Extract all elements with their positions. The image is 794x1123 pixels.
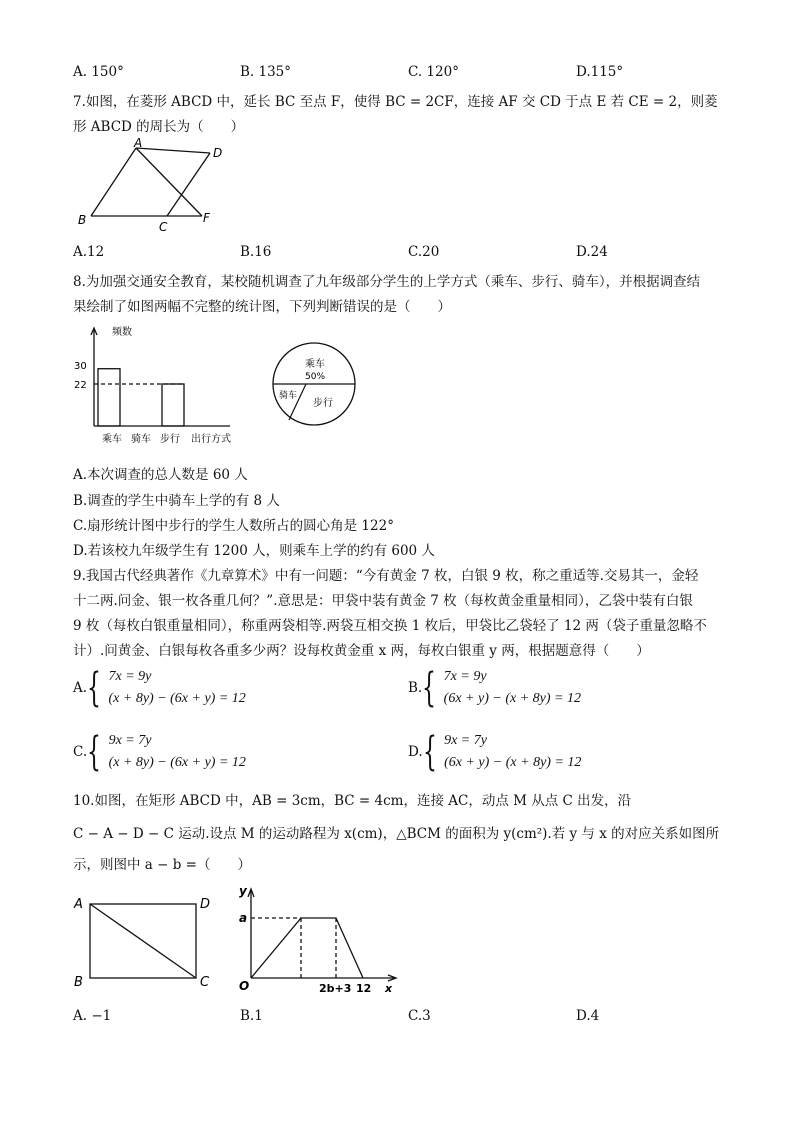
q9-option-a-eq2: (x + 8y) − (6x + y) = 12 [108,691,246,706]
q9-option-d-eq1: 9x = 7y [444,733,487,748]
q9-option-d [408,730,581,774]
q9-option-a-eq1: 7x = 9y [108,669,152,684]
graph-label-x: x [385,982,393,995]
bar-xlabel: 出行方式 [191,434,231,445]
bar-ytick-22: 22 [74,380,87,391]
q8-text-line2: 果绘制了如图两幅不完整的统计图，下列判断错误的是（ ） [73,299,451,315]
graph-tick-12: 12 [356,982,372,995]
q9-option-a-label: A. [73,680,88,696]
graph-label-a: a [239,911,248,925]
rect-label-a: A [74,897,83,912]
q7-option-d: D.24 [576,244,608,260]
pie-label-bike: 骑车 [279,391,298,401]
q7-label-b: B [78,213,87,227]
q6-option-a: A. 150° [73,64,124,80]
q8-option-b: B.调查的学生中骑车上学的有 8 人 [73,493,280,509]
q9-option-c-eq1: 9x = 7y [108,733,152,748]
q9-option-b-eq1: 7x = 9y [443,669,487,684]
q9-text-line4: 计）.问黄金、白银每枚各重多少两？设每枚黄金重 x 两，每枚白银重 y 两，根据题意得（ ） [73,643,650,659]
q8-bar-chart [70,322,245,452]
q8-option-c: C.扇形统计图中步行的学生人数所占的圆心角是 122° [73,518,394,534]
bar-ylabel: 频数 [112,327,132,338]
q10-text-line1: 10.如图，在矩形 ABCD 中，AB = 3cm，BC = 4cm，连接 AC，动点 M 从点 C 出发，沿 [73,793,632,809]
q9-option-d-eq2: (6x + y) − (x + 8y) = 12 [444,755,582,770]
q7-label-d: D [213,146,223,160]
q9-option-a [73,666,246,710]
q10-text-line3: 示，则图中 a − b =（ ） [73,857,251,873]
q8-pie-chart [265,334,365,434]
q7-option-b: B.16 [240,244,272,260]
q9-option-c-label: C. [73,744,88,760]
q9-option-c [73,730,246,774]
q9-option-b-eq2: (6x + y) − (x + 8y) = 12 [443,691,581,706]
q9-text-line3: 9 枚（每枚白银重量相同），称重两袋相等.两袋互相交换 1 枚后，甲袋比乙袋轻了 12 两（袋子重量忽略不 [73,618,707,634]
rect-label-b: B [74,975,83,990]
q8-text-line1: 8.为加强交通安全教育，某校随机调查了九年级部分学生的上学方式（乘车、步行、骑车），并根据调查结 [73,274,701,290]
q10-text-line2: C − A − D − C 运动.设点 M 的运动路程为 x(cm)，△BCM 的面积为 y(cm²).若 y 与 x 的对应关系如图所 [73,826,720,842]
q10-option-b: B.1 [240,1008,263,1024]
graph-polyline [251,918,363,978]
rect-label-d: D [200,897,211,912]
q9-option-b [408,666,581,710]
q7-label-c: C [159,220,168,234]
graph-label-y: y [239,884,247,898]
q8-option-d: D.若该校九年级学生有 1200 人，则乘车上学的约有 600 人 [73,543,435,559]
rect-label-c: C [200,975,210,990]
graph-label-origin: O [239,979,250,993]
q7-option-a: A.12 [73,244,105,260]
q7-label-f: F [203,211,210,225]
bar-xtick-1: 骑车 [131,434,151,445]
q10-option-d: D.4 [576,1008,600,1024]
bar-xtick-0: 乘车 [102,434,122,445]
q8-option-a: A.本次调查的总人数是 60 人 [73,467,248,483]
q6-option-c: C. 120° [408,64,459,80]
q10-function-graph [235,880,405,998]
q7-text-line1: 7.如图，在菱形 ABCD 中，延长 BC 至点 F，使得 BC = 2CF，连接 AF 交 CD 于点 E 若 CE = 2，则菱 [73,94,718,110]
q9-option-c-brace: { [87,729,102,775]
q7-label-a: A [134,136,143,150]
graph-tick-2b3: 2b+3 [319,982,352,995]
q9-option-d-label: D. [408,744,423,760]
q10-rectangle-figure [72,892,222,992]
q7-rhombus-figure [74,136,224,234]
bar-步行 [162,384,184,426]
q9-text-line1: 9.我国古代经典著作《九章算术》中有一问题：“今有黄金 7 枚，白银 9 枚，称之重适等.交易其一，金轻 [73,568,699,584]
q9-option-d-brace: { [422,729,437,775]
bar-ytick-30: 30 [74,361,87,372]
q7-text-line2: 形 ABCD 的周长为（ ） [73,119,245,135]
pie-divider-slant [289,384,306,420]
q9-option-a-brace: { [87,665,102,711]
q10-option-a: A. −1 [73,1008,112,1024]
q7-option-c: C.20 [408,244,440,260]
q9-option-b-brace: { [422,665,437,711]
bar-xtick-2: 步行 [160,434,180,445]
bar-乘车 [98,369,120,426]
rect-diagonal-ac [90,904,196,978]
q9-option-c-eq2: (x + 8y) − (6x + y) = 12 [108,755,246,770]
pie-label-walk: 步行 [313,398,333,409]
q9-option-b-label: B. [408,680,423,696]
pie-label-bus: 乘车 [305,359,325,370]
q10-option-c: C.3 [408,1008,431,1024]
q9-text-line2: 十二两.问金、银一枚各重几何？”.意思是：甲袋中装有黄金 7 枚（每枚黄金重量相同），乙袋中装有白银 [73,593,693,609]
q6-option-b: B. 135° [240,64,292,80]
pie-label-bus-pct: 50% [305,372,326,382]
q6-option-d: D.115° [576,64,624,80]
